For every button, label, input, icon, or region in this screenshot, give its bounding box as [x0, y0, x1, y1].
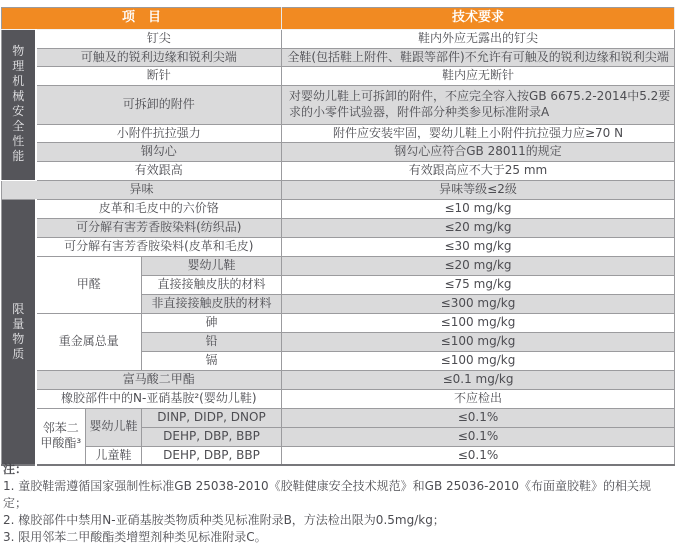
section-label-physical-safety — [2, 30, 36, 181]
item-cell-detachable-parts: 可拆卸的附件 — [36, 85, 282, 124]
item-cell-sharp-edges: 可触及的锐利边缘和锐利尖端 — [36, 48, 282, 67]
requirement-cell-azo-dyes-textile: ≤20 mg/kg — [282, 218, 675, 237]
item-cell-azo-dyes-leather: 可分解有害芳香胺染料(皮革和毛皮) — [36, 237, 282, 256]
item-cell-nail-point: 钉尖 — [36, 30, 282, 49]
requirement-cell-dimethyl-fumarate: ≤0.1 mg/kg — [282, 370, 675, 389]
item-cell-nitrosamines: 橡胶部件中的N-亚硝基胺²(婴幼儿鞋) — [36, 389, 282, 408]
requirement-cell-chromium-vi: ≤10 mg/kg — [282, 199, 675, 218]
requirement-cell-broken-needle: 鞋内应无断针 — [282, 67, 675, 86]
group-label-heavy-metals: 重金属总量 — [36, 313, 142, 370]
requirement-cell-formaldehyde-direct-contact: ≤75 mg/kg — [282, 275, 675, 294]
item-cell-phthalates-dinp: DINP, DIDP, DNOP — [142, 408, 282, 427]
requirement-cell-cadmium: ≤100 mg/kg — [282, 351, 675, 370]
item-cell-azo-dyes-textile: 可分解有害芳香胺染料(纺织品) — [36, 218, 282, 237]
requirement-cell-phthalates-dinp: ≤0.1% — [282, 408, 675, 427]
note-line-3: 3. 限用邻苯二甲酸酯类增塑剂种类见标准附录C。 — [3, 530, 267, 544]
requirement-cell-heel-height: 有效跟高应不大于25 mm — [282, 161, 675, 180]
item-cell-steel-shank: 钢勾心 — [36, 143, 282, 162]
item-cell-arsenic: 砷 — [142, 313, 282, 332]
item-cell-attachment-tensile: 小附件抗拉强力 — [36, 124, 282, 143]
notes — [3, 461, 672, 546]
requirement-cell-phthalates-dehp-child: ≤0.1% — [282, 446, 675, 465]
requirement-cell-nail-point: 鞋内外应无露出的钉尖 — [282, 30, 675, 49]
requirement-cell-azo-dyes-leather: ≤30 mg/kg — [282, 237, 675, 256]
requirement-cell-steel-shank: 钢勾心应符合GB 28011的规定 — [282, 143, 675, 162]
section-label-physical-safety-text: 物理机械安全性能 — [12, 44, 25, 164]
item-cell-cadmium: 镉 — [142, 351, 282, 370]
requirement-cell-arsenic: ≤100 mg/kg — [282, 313, 675, 332]
table-header-item: 项 目 — [2, 8, 282, 30]
note-line-1: 1. 童胶鞋需遵循国家强制性标准GB 25038-2010《胶鞋健康安全技术规范》和GB 25036-2010《布面童胶鞋》的相关规定； — [3, 479, 652, 510]
item-cell-phthalates-dehp-infant: DEHP, DBP, BBP — [142, 427, 282, 446]
item-cell-formaldehyde-indirect-contact: 非直接接触皮肤的材料 — [142, 294, 282, 313]
requirement-cell-attachment-tensile: 附件应安装牢固，婴幼儿鞋上小附件抗拉强力应≥70 N — [282, 124, 675, 143]
category-cell-infant-shoes: 婴幼儿鞋 — [86, 408, 142, 446]
group-label-phthalates: 邻苯二甲酸酯³ — [36, 408, 86, 465]
item-cell-lead: 铅 — [142, 332, 282, 351]
item-cell-phthalates-dehp-child: DEHP, DBP, BBP — [142, 446, 282, 465]
note-line-2: 2. 橡胶部件中禁用N-亚硝基胺类物质种类见标准附录B，方法检出限为0.5mg/kg； — [3, 513, 445, 527]
item-cell-broken-needle: 断针 — [36, 67, 282, 86]
item-cell-formaldehyde-infant: 婴幼儿鞋 — [142, 256, 282, 275]
spec-table — [1, 7, 675, 466]
table-header-requirement: 技术要求 — [282, 8, 675, 30]
notes-label: 注： — [3, 462, 28, 476]
item-cell-dimethyl-fumarate: 富马酸二甲酯 — [36, 370, 282, 389]
requirement-cell-odor: 异味等级≤2级 — [282, 180, 675, 199]
requirement-cell-sharp-edges: 全鞋(包括鞋上附件、鞋跟等部件)不允许有可触及的锐利边缘和锐利尖端 — [282, 48, 675, 67]
category-cell-child-shoes: 儿童鞋 — [86, 446, 142, 465]
requirement-cell-lead: ≤100 mg/kg — [282, 332, 675, 351]
section-label-restricted-substances-text: 限量物质 — [12, 301, 25, 361]
requirement-cell-nitrosamines: 不应检出 — [282, 389, 675, 408]
section-label-restricted-substances — [2, 199, 36, 465]
item-cell-heel-height: 有效跟高 — [36, 161, 282, 180]
group-label-formaldehyde: 甲醛 — [36, 256, 142, 313]
requirement-cell-phthalates-dehp-infant: ≤0.1% — [282, 427, 675, 446]
requirement-cell-formaldehyde-indirect-contact: ≤300 mg/kg — [282, 294, 675, 313]
item-cell-chromium-vi: 皮革和毛皮中的六价铬 — [36, 199, 282, 218]
item-cell-formaldehyde-direct-contact: 直接接触皮肤的材料 — [142, 275, 282, 294]
requirement-cell-formaldehyde-infant: ≤20 mg/kg — [282, 256, 675, 275]
item-cell-odor: 异味 — [2, 180, 282, 199]
requirement-cell-detachable-parts: 对婴幼儿鞋上可拆卸的附件，不应完全容入按GB 6675.2-2014中5.2要求的小零件试验器，附件部分种类参见标准附录A — [282, 85, 675, 124]
